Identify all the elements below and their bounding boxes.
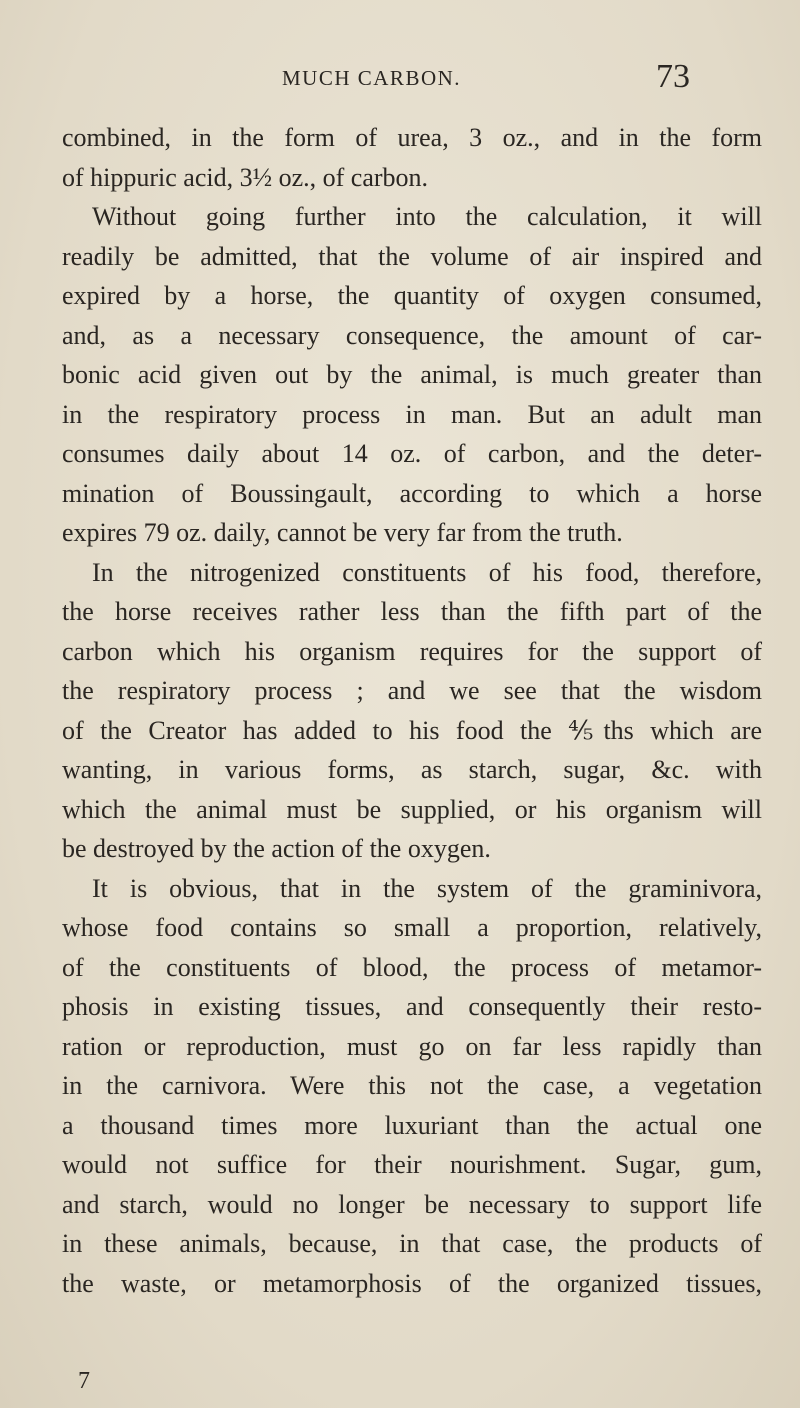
text-line: be destroyed by the action of the oxygen. bbox=[62, 834, 491, 863]
text-line: readily be admitted, that the volume of air inspired and bbox=[62, 241, 762, 271]
running-title: MUCH CARBON. bbox=[282, 66, 462, 90]
text-line: It is obvious, that in the system of the graminivora, bbox=[92, 873, 762, 903]
text-line: mination of Boussingault, according to which a horse bbox=[62, 478, 762, 508]
signature-mark: 7 bbox=[78, 1368, 90, 1394]
text-line: the waste, or metamorphosis of the organized tissues, bbox=[62, 1268, 762, 1298]
text-line: whose food contains so small a proportion, relatively, bbox=[62, 913, 762, 942]
text-line: Without going further into the calculation, it will bbox=[92, 202, 762, 231]
text-line: would not suffice for their nourishment. Sugar, gum, bbox=[62, 1150, 762, 1179]
text-line: wanting, in various forms, as starch, sugar, &c. with bbox=[62, 755, 762, 784]
text-line: consumes daily about 14 oz. of carbon, and the deter- bbox=[62, 439, 762, 468]
text-line: of hippuric acid, 3½ oz., of carbon. bbox=[62, 162, 429, 192]
text-line: combined, in the form of urea, 3 oz., and in the form bbox=[62, 123, 762, 152]
text-line: bonic acid given out by the animal, is much greater than bbox=[62, 360, 762, 389]
text-line: the horse receives rather less than the fifth part of the bbox=[62, 597, 762, 626]
text-line: and starch, would no longer be necessary to support life bbox=[62, 1189, 762, 1219]
text-line: ration or reproduction, must go on far less rapidly than bbox=[62, 1031, 762, 1061]
running-head bbox=[0, 58, 800, 98]
text-line: in the carnivora. Were this not the case, a vegetation bbox=[62, 1071, 762, 1100]
text-line: In the nitrogenized constituents of his food, therefore, bbox=[92, 557, 762, 587]
text-line: a thousand times more luxuriant than the actual one bbox=[62, 1110, 762, 1140]
text-line: expires 79 oz. daily, cannot be very far from the truth. bbox=[62, 518, 623, 547]
text-line: of the Creator has added to his food the ⅘ths which are bbox=[62, 715, 762, 745]
text-line: the respiratory process ; and we see that the wisdom bbox=[62, 676, 762, 705]
text-line: expired by a horse, the quantity of oxygen consumed, bbox=[62, 281, 762, 310]
text-line: phosis in existing tissues, and consequently their resto- bbox=[62, 992, 762, 1021]
text-line: in the respiratory process in man. But an adult man bbox=[62, 399, 762, 429]
text-line: which the animal must be supplied, or his organism will bbox=[62, 794, 762, 824]
page-number: 73 bbox=[656, 58, 690, 95]
body-text bbox=[62, 118, 762, 1303]
text-line: and, as a necessary consequence, the amount of car- bbox=[62, 320, 762, 350]
text-line: in these animals, because, in that case, the products of bbox=[62, 1229, 762, 1258]
text-line: of the constituents of blood, the process of metamor- bbox=[62, 952, 762, 982]
text-line: carbon which his organism requires for the support of bbox=[62, 636, 762, 666]
